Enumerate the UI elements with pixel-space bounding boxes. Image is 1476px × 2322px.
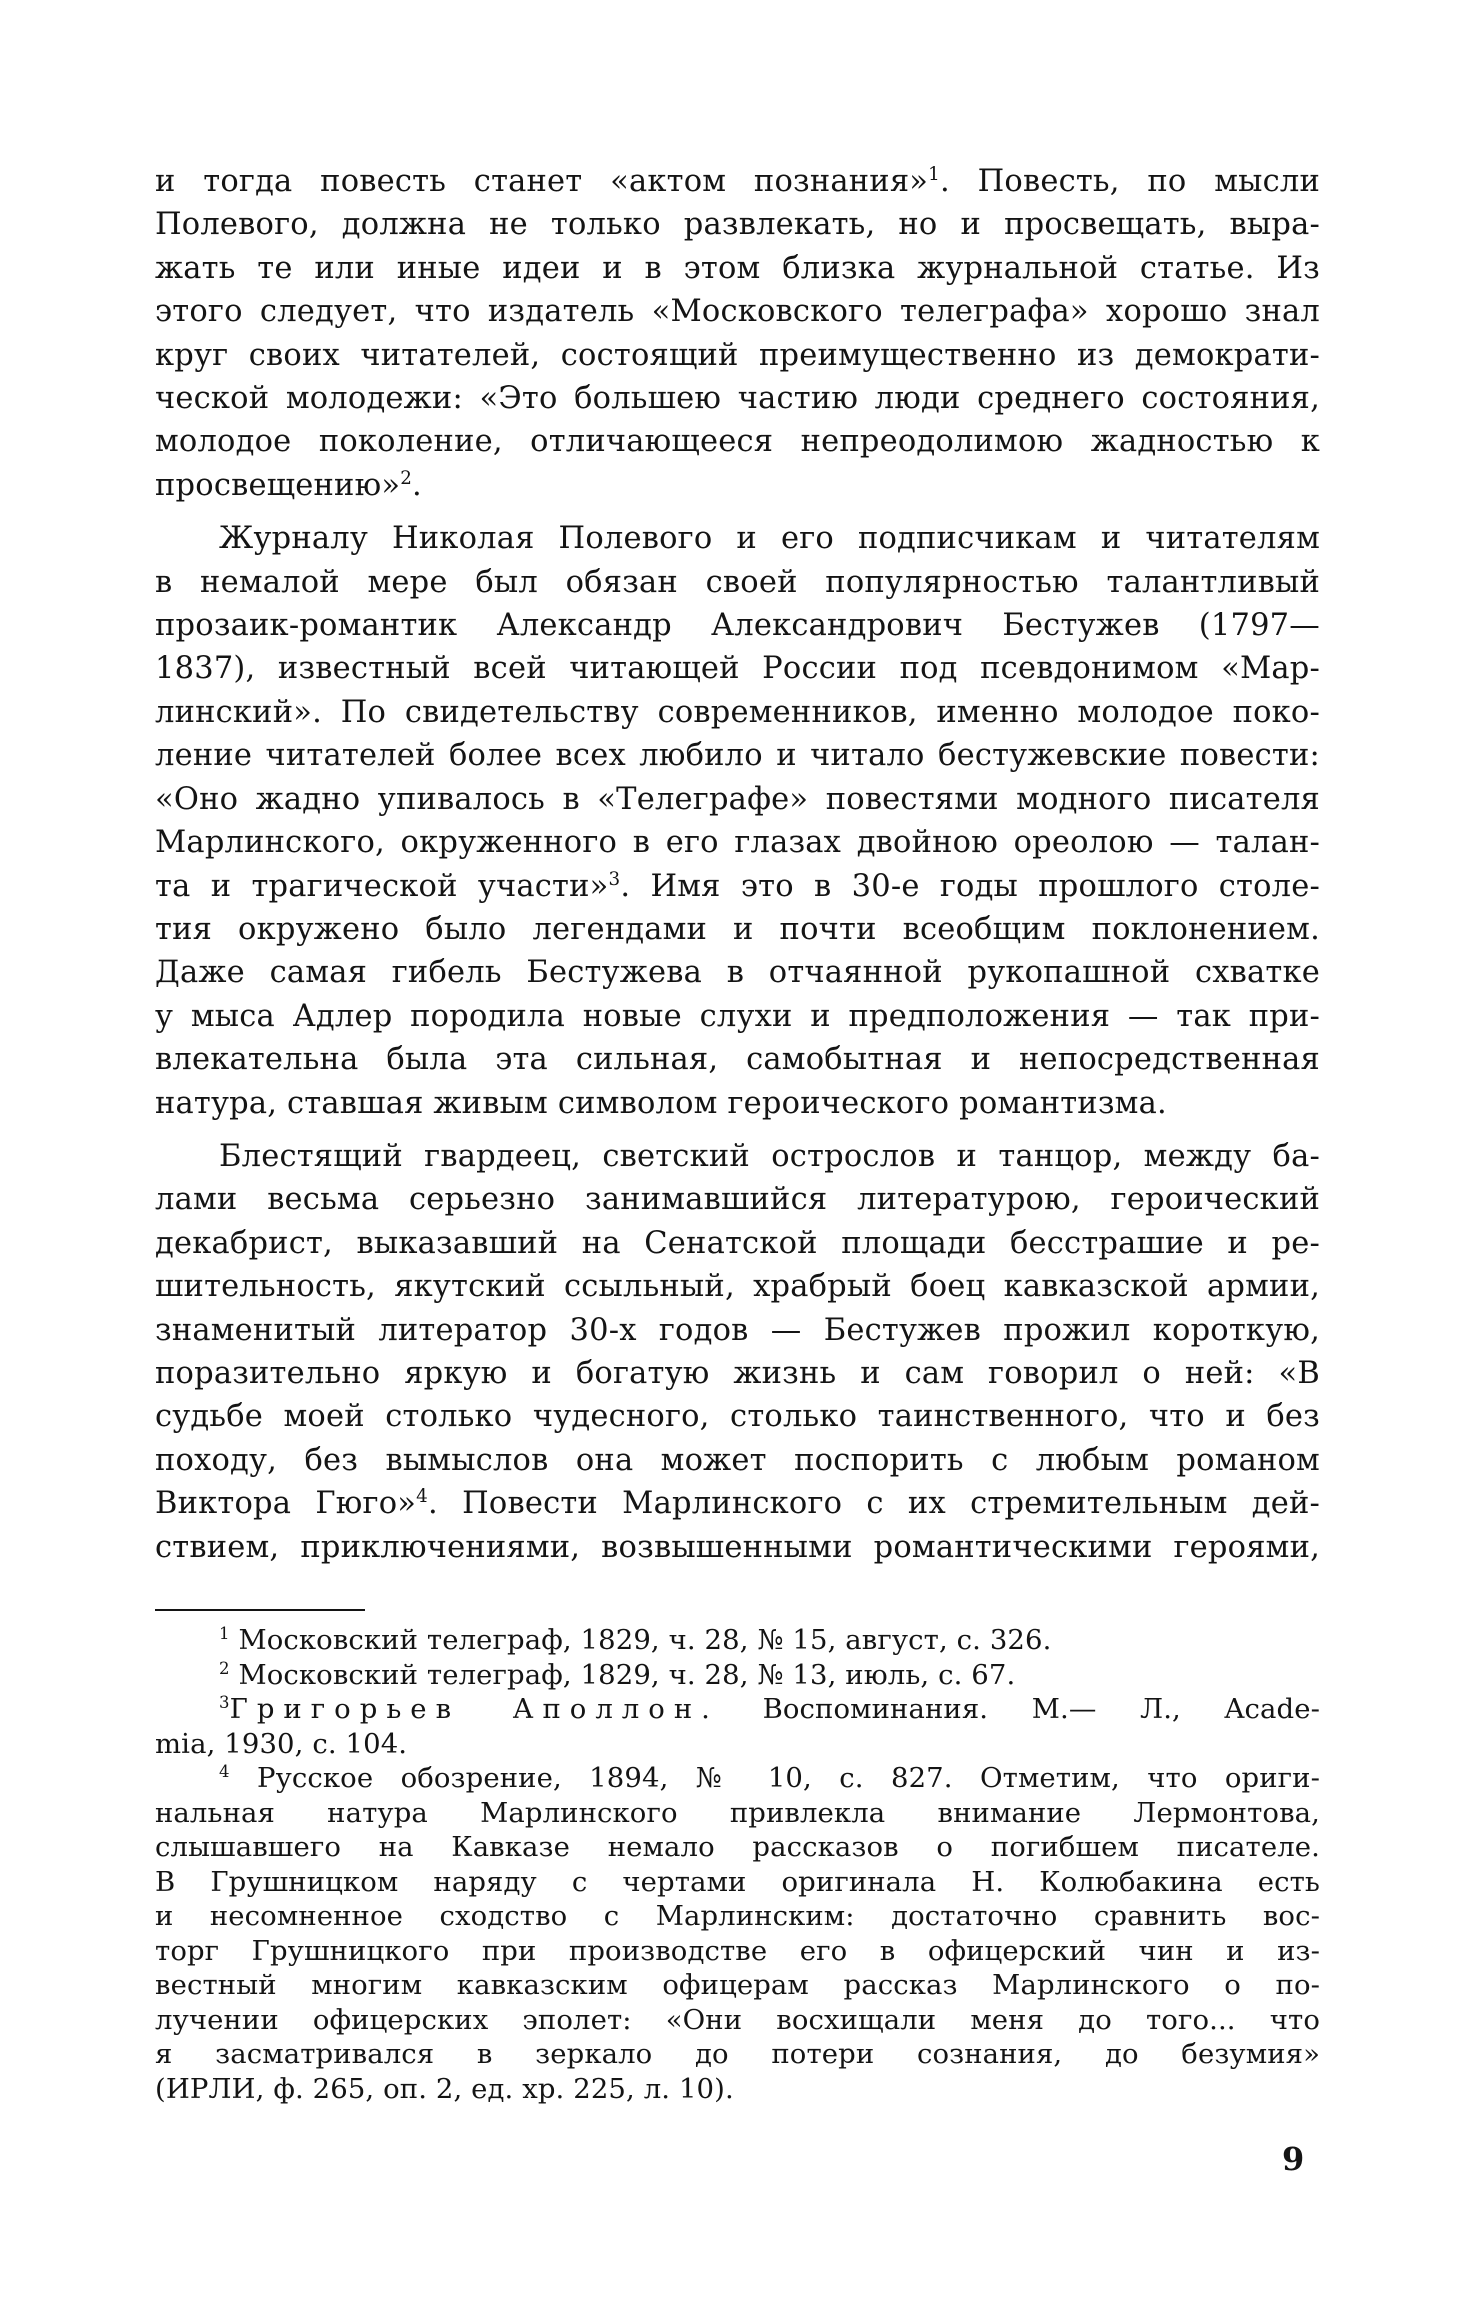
text-line: лами весьма серьезно занимавшийся литературою, героический <box>155 1182 1320 1218</box>
footnote-line: (ИРЛИ, ф. 265, оп. 2, ед. хр. 225, л. 10). <box>155 2072 734 2105</box>
text-line: ствием, приключениями, возвышенными романтическими героями, <box>155 1529 1320 1565</box>
text-line: знаменитый литератор 30-х годов — Бестужев прожил короткую, <box>155 1312 1320 1348</box>
text-line: в немалой мере был обязан своей популярностью талантливый <box>155 564 1320 600</box>
main-text <box>155 160 1320 1569</box>
footnote-line: слышавшего на Кавказе немало рассказов о погибшем писателе. <box>155 1831 1320 1863</box>
text-line: круг своих читателей, состоящий преимущественно из демократи- <box>155 337 1320 373</box>
text-line: Марлинского, окруженного в его глазах двойною ореолою — талан- <box>155 825 1320 861</box>
text-line: походу, без вымыслов она может поспорить с любым романом <box>155 1442 1320 1478</box>
text-line: та и трагической участи»$^3$. Имя это в 30-е годы прошлого столе- <box>155 868 1320 904</box>
text-line: влекательна была эта сильная, самобытная и непосредственная <box>155 1042 1320 1078</box>
footnote-author: Григорьев Аполлон. <box>229 1693 719 1725</box>
text-line: прозаик-романтик Александр Александрович Бестужев (1797— <box>155 608 1320 644</box>
text-line: просвещению»$^2$. <box>155 467 422 503</box>
text-line: ление читателей более всех любило и читало бестужевские повести: <box>155 738 1320 774</box>
footnote-number: 4 <box>219 1761 230 1781</box>
text-line: натура, ставшая живым символом героического романтизма. <box>155 1085 1167 1121</box>
text-line: «Оно жадно упивалось в «Телеграфе» повестями модного писателя <box>155 781 1320 817</box>
text-line: ческой молодежи: «Это большею частию люди среднего состояния, <box>155 381 1320 417</box>
text-line: Блестящий гвардеец, светский острослов и танцор, между ба- <box>219 1138 1320 1174</box>
text-line: декабрист, выказавший на Сенатской площади бесстрашие и ре- <box>155 1225 1320 1261</box>
text-line: поразительно яркую и богатую жизнь и сам говорил о ней: «В <box>155 1355 1320 1391</box>
footnote-ref: 3 <box>608 868 621 890</box>
text-line: Виктора Гюго»$^4$. Повести Марлинского с их стремительным дей- <box>155 1486 1320 1522</box>
text-line: тия окружено было легендами и почти всеобщим поклонением. <box>155 911 1320 947</box>
page-number: 9 <box>1282 2140 1305 2178</box>
footnote-number: 3 <box>219 1692 230 1712</box>
footnote-line: $^3$Григорьев Аполлон. Воспоминания. М.— Л., Acade- <box>219 1692 1320 1725</box>
footnote-ref: 4 <box>416 1486 428 1508</box>
text-line: линский». По свидетельству современников, именно молодое поко- <box>155 694 1320 730</box>
text-line: у мыса Адлер породила новые слухи и предположения — так при- <box>155 998 1320 1034</box>
footnote-number: 1 <box>219 1623 230 1643</box>
text-line: Полевого, должна не только развлекать, но и просвещать, выра- <box>155 207 1320 243</box>
footnote-divider <box>155 1609 365 1611</box>
footnote-line: mia, 1930, с. 104. <box>155 1727 408 1760</box>
text-line: этого следует, что издатель «Московского телеграфа» хорошо знал <box>155 294 1320 330</box>
text-line: и тогда повесть станет «актом познания»$^1$. Повесть, по мысли <box>155 163 1320 199</box>
text-line: жать те или иные идеи и в этом близка журнальной статье. Из <box>155 250 1320 286</box>
footnote-line: нальная натура Марлинского привлекла внимание Лермонтова, <box>155 1796 1320 1829</box>
footnote-ref: 2 <box>400 467 413 489</box>
footnote-ref: 1 <box>928 163 940 185</box>
text-line: молодое поколение, отличающееся непреодолимою жадностью к <box>155 424 1320 460</box>
text-line: Даже самая гибель Бестужева в отчаянной рукопашной схватке <box>155 955 1320 991</box>
footnote-line: $^4$ Русское обозрение, 1894, № 10, с. 827. Отметим, что ориги- <box>219 1761 1321 1794</box>
footnote-line: лучении офицерских эполет: «Они восхищали меня до того... что <box>155 2003 1320 2036</box>
footnote-line: вестный многим кавказским офицерам рассказ Марлинского о по- <box>155 1969 1320 2001</box>
text-line: Журналу Николая Полевого и его подписчикам и читателям <box>219 521 1320 557</box>
book-page <box>155 160 1320 2106</box>
footnotes <box>155 1623 1320 2106</box>
text-line: шительность, якутский ссыльный, храбрый боец кавказской армии, <box>155 1269 1320 1305</box>
footnote-line: $^2$ Московский телеграф, 1829, ч. 28, № 13, июль, с. 67. <box>219 1658 1016 1691</box>
text-line: 1837), известный всей читающей России под псевдонимом «Мар- <box>155 651 1320 687</box>
text-line: судьбе моей столько чудесного, столько таинственного, что и без <box>155 1399 1320 1435</box>
footnote-line: В Грушницком наряду с чертами оригинала Н. Колюбакина есть <box>155 1865 1320 1898</box>
footnote-line: и несомненное сходство с Марлинским: достаточно сравнить вос- <box>155 1900 1320 1932</box>
footnote-number: 2 <box>219 1658 230 1678</box>
footnote-line: торг Грушницкого при производстве его в офицерский чин и из- <box>155 1934 1320 1967</box>
footnote-line: $^1$ Московский телеграф, 1829, ч. 28, № 15, август, с. 326. <box>219 1623 1052 1656</box>
footnote-line: я засматривался в зеркало до потери сознания, до безумия» <box>155 2038 1320 2070</box>
